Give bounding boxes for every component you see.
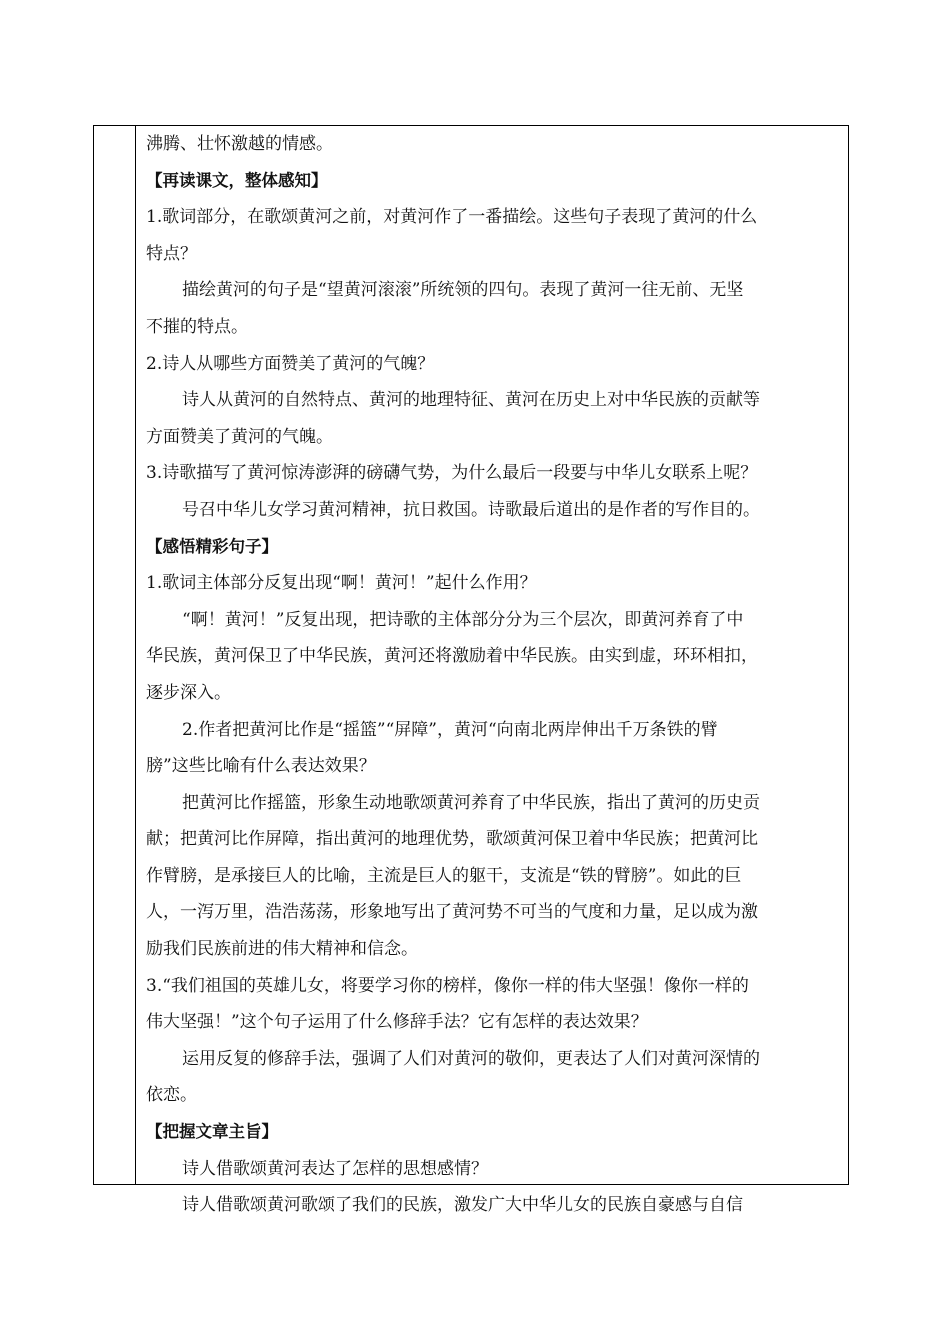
answer-line: 华民族，黄河保卫了中华民族，黄河还将激励着中华民族。由实到虚，环环相扣， [146, 646, 758, 667]
question-line: 特点？ [146, 243, 197, 264]
answer-line: 方面赞美了黄河的气魄。 [146, 426, 333, 447]
answer-line: 人，一泻万里，浩浩荡荡，形象地写出了黄河势不可当的气度和力量，足以成为激 [146, 902, 758, 923]
question-line: 3.诗歌描写了黄河惊涛澎湃的磅礴气势，为什么最后一段要与中华儿女联系上呢？ [146, 463, 758, 484]
answer-line: 号召中华儿女学习黄河精神，抗日救国。诗歌最后道出的是作者的写作目的。 [182, 499, 760, 520]
question-line: 2.诗人从哪些方面赞美了黄河的气魄？ [146, 353, 435, 374]
question-line: 伟大坚强！”这个句子运用了什么修辞手法？它有怎样的表达效果？ [146, 1012, 648, 1033]
question-line: 1.歌词主体部分反复出现“啊！黄河！”起什么作用？ [146, 573, 537, 594]
section-heading-sentences: 【感悟精彩句子】 [146, 536, 278, 556]
answer-line: 依恋。 [146, 1085, 197, 1106]
section-heading-theme: 【把握文章主旨】 [146, 1122, 278, 1142]
question-line: 3.“我们祖国的英雄儿女，将要学习你的榜样，像你一样的伟大坚强！像你一样的 [146, 975, 749, 996]
question-line: 1.歌词部分，在歌颂黄河之前，对黄河作了一番描绘。这些句子表现了黄河的什么 [146, 207, 758, 228]
table-content-cell [146, 126, 840, 1224]
table-left-column [94, 126, 136, 1184]
lesson-table [93, 125, 849, 1216]
answer-line: 逐步深入。 [146, 682, 231, 703]
answer-line: 诗人从黄河的自然特点、黄河的地理特征、黄河在历史上对中华民族的贡献等 [182, 390, 760, 411]
answer-line: 把黄河比作摇篮，形象生动地歌颂黄河养育了中华民族，指出了黄河的历史贡 [182, 792, 760, 813]
answer-line: 不摧的特点。 [146, 316, 248, 337]
answer-line: 励我们民族前进的伟大精神和信念。 [146, 939, 418, 960]
question-line: 膀”这些比喻有什么表达效果？ [146, 756, 376, 777]
answer-line: 诗人借歌颂黄河歌颂了我们的民族，激发广大中华儿女的民族自豪感与自信 [182, 1195, 743, 1216]
answer-line: 献；把黄河比作屏障，指出黄河的地理优势，歌颂黄河保卫着中华民族；把黄河比 [146, 829, 758, 850]
answer-line: “啊！黄河！”反复出现，把诗歌的主体部分分为三个层次，即黄河养育了中 [182, 609, 744, 630]
section-heading-reread: 【再读课文，整体感知】 [146, 170, 328, 190]
question-line: 诗人借歌颂黄河表达了怎样的思想感情？ [182, 1158, 488, 1179]
question-line: 2.作者把黄河比作是“摇篮”“屏障”，黄河“向南北两岸伸出千万条铁的臂 [182, 719, 718, 740]
text-line: 沸腾、壮怀激越的情感。 [146, 134, 333, 154]
answer-line: 运用反复的修辞手法，强调了人们对黄河的敬仰，更表达了人们对黄河深情的 [182, 1048, 760, 1069]
answer-line: 描绘黄河的句子是“望黄河滚滚”所统领的四句。表现了黄河一往无前、无坚 [182, 280, 744, 301]
answer-line: 作臂膀，是承接巨人的比喻，主流是巨人的躯干，支流是“铁的臂膀”。如此的巨 [146, 865, 742, 886]
